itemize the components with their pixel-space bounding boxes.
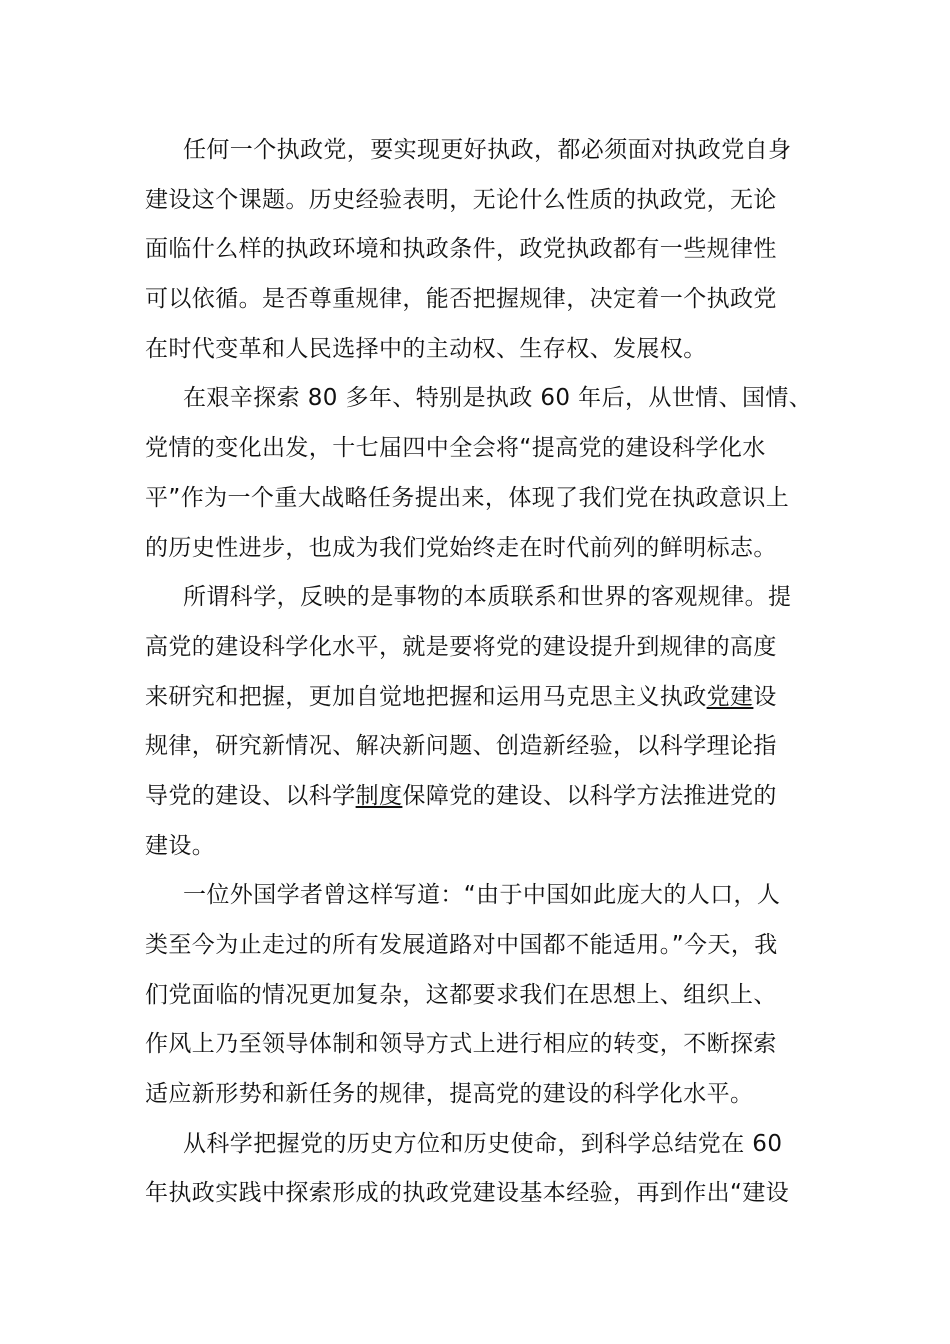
- paragraph-3-line-5: [145, 772, 807, 822]
- paragraph-3-line-3-before: 来研究和把握，更加自觉地把握和运用马克思主义执政: [145, 683, 707, 710]
- paragraph-3-line-3: [145, 673, 807, 723]
- paragraph-4-line-1: 一位外国学者曾这样写道：“由于中国如此庞大的人口，人: [183, 882, 781, 909]
- paragraph-5-line-1: 从科学把握党的历史方位和历史使命，到科学总结党在 60: [183, 1130, 783, 1157]
- paragraph-3-line-5-after: 保障党的建设、以科学方法推进党的: [402, 782, 777, 809]
- paragraph-2-line-4: 的历史性进步，也成为我们党始终走在时代前列的鲜明标志。: [145, 534, 777, 561]
- paragraph-1-line-4: 可以依循。是否尊重规律，能否把握规律，决定着一个执政党: [145, 286, 777, 313]
- paragraph-3-line-1: 所谓科学，反映的是事物的本质联系和世界的客观规律。提: [183, 584, 792, 611]
- paragraph-2-line-2: 党情的变化出发，十七届四中全会将“提高党的建设科学化水: [145, 435, 766, 462]
- paragraph-2-line-1: 在艰辛探索 80 多年、特别是执政 60 年后，从世情、国情、: [183, 385, 813, 412]
- paragraph-4-line-5: 适应新形势和新任务的规律，提高党的建设的科学化水平。: [145, 1081, 754, 1108]
- paragraph-1-line-5: 在时代变革和人民选择中的主动权、生存权、发展权。: [145, 335, 707, 362]
- paragraph-3-line-2: 高党的建设科学化水平，就是要将党的建设提升到规律的高度: [145, 633, 777, 660]
- paragraph-3-line-3-after: 设: [753, 683, 777, 710]
- paragraph-4-line-2: 类至今为止走过的所有发展道路对中国都不能适用。”今天，我: [145, 932, 778, 958]
- paragraph-1-line-3: 面临什么样的执政环境和执政条件，政党执政都有一些规律性: [145, 236, 777, 263]
- paragraph-3-line-4: 规律，研究新情况、解决新问题、创造新经验，以科学理论指: [145, 733, 777, 760]
- paragraph-3-line-6: 建设。: [145, 832, 216, 859]
- paragraph-1-line-1: 任何一个执政党，要实现更好执政，都必须面对执政党自身: [183, 137, 792, 163]
- paragraph-2-line-3: 平”作为一个重大战略任务提出来，体现了我们党在执政意识上: [145, 484, 790, 511]
- underlined-text: 党建: [706, 683, 754, 710]
- underlined-text: 制度: [355, 782, 403, 809]
- paragraph-1-line-2: 建设这个课题。历史经验表明，无论什么性质的执政党，无论: [145, 186, 777, 213]
- paragraph-4-line-3: 们党面临的情况更加复杂，这都要求我们在思想上、组织上、: [145, 981, 777, 1008]
- paragraph-5-line-2: 年执政实践中探索形成的执政党建设基本经验，再到作出“建设: [145, 1180, 790, 1207]
- paragraph-4-line-4: 作风上乃至领导体制和领导方式上进行相应的转变，不断探索: [145, 1031, 777, 1058]
- document-body: [145, 126, 813, 1219]
- paragraph-3-line-5-before: 导党的建设、以科学: [145, 782, 356, 809]
